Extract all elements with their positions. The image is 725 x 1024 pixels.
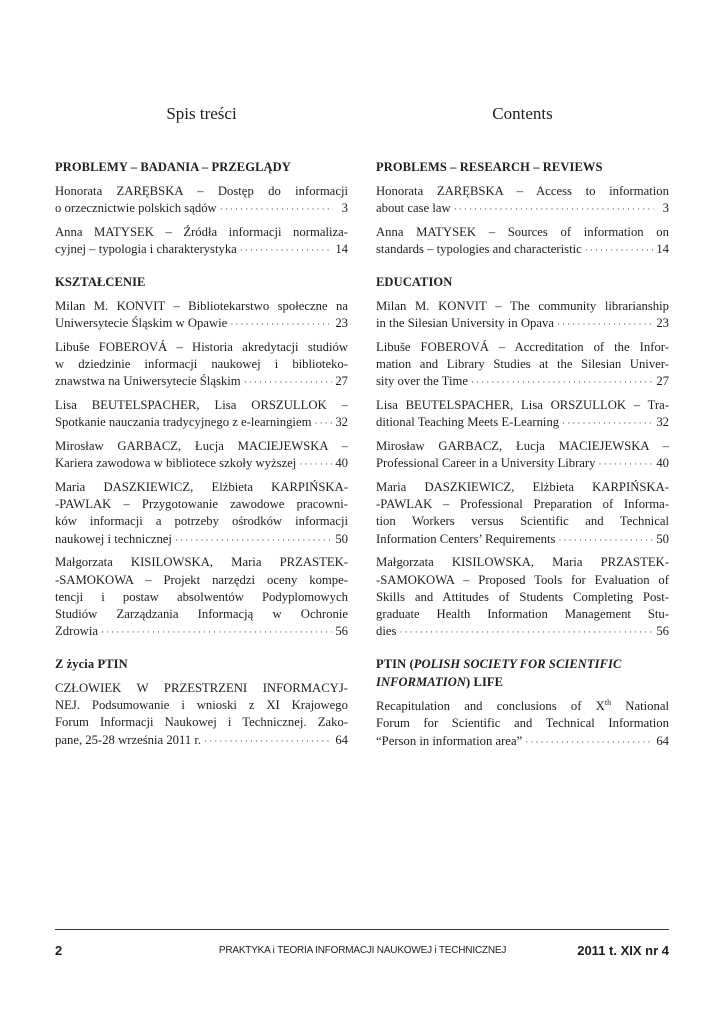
entry-line xyxy=(376,715,669,732)
dot-leader xyxy=(557,316,653,333)
entry-text: Zdrowia xyxy=(55,624,98,639)
entry-text: standards – typologies and characteristic xyxy=(376,241,582,256)
entry-text: tencji i postaw absolwentów Podyplomowych xyxy=(55,589,348,604)
dot-leader xyxy=(585,242,654,259)
dot-leader xyxy=(558,532,653,549)
entry-line xyxy=(376,554,669,571)
entry-text: Kariera zawodowa w bibliotece szkoły wyższej xyxy=(55,456,297,471)
toc-sections xyxy=(376,158,669,750)
dot-leader xyxy=(175,532,332,549)
dot-leader xyxy=(599,456,654,473)
entry-line xyxy=(376,572,669,589)
entry-line xyxy=(376,397,669,414)
dot-leader xyxy=(525,734,653,751)
entry-text: dies xyxy=(376,624,397,639)
entry-line xyxy=(376,438,669,455)
entry-text: graduate Health Information Management Stu- xyxy=(376,606,669,621)
toc-entry xyxy=(55,438,348,472)
entry-text: sity over the Time xyxy=(376,374,468,389)
entry-text-part: Recapitulation and conclusions of X xyxy=(376,699,605,714)
toc-entry xyxy=(55,680,348,749)
entry-line xyxy=(376,356,669,373)
entry-text: -PAWLAK – Professional Preparation of Informa- xyxy=(376,497,669,512)
section-heading: KSZTAŁCENIE xyxy=(55,275,146,290)
entry-text: -PAWLAK – Przygotowanie zawodowe pracowni- xyxy=(55,497,348,512)
entry-line xyxy=(55,697,348,714)
entry-line xyxy=(55,455,348,472)
entry-text: Libuše FOBEROVÁ – Accreditation of the Infor- xyxy=(376,339,669,354)
entry-line xyxy=(55,373,348,390)
entry-line xyxy=(55,572,348,589)
toc-entry xyxy=(376,298,669,332)
toc-entry xyxy=(55,183,348,217)
entry-text: naukowej i technicznej xyxy=(55,531,172,546)
entry-line xyxy=(55,397,348,414)
toc-entry xyxy=(55,224,348,258)
entry-text-part: “Person in information area” xyxy=(376,733,523,748)
entry-text: Milan M. KONVIT – The community librarianship xyxy=(376,298,669,313)
dot-leader xyxy=(101,624,332,641)
dot-leader xyxy=(244,374,333,391)
entry-text: Milan M. KONVIT – Bibliotekarstwo społeczne na xyxy=(55,298,348,313)
entry-text: Mirosław GARBACZ, Łucja MACIEJEWSKA – xyxy=(376,439,669,454)
entry-line xyxy=(55,200,348,217)
footer-issue: 2011 t. XIX nr 4 xyxy=(577,943,669,958)
dot-leader xyxy=(399,624,653,641)
toc-section xyxy=(376,655,669,750)
entry-line xyxy=(55,298,348,315)
page-number: 64 xyxy=(335,732,348,747)
entry-line xyxy=(55,479,348,496)
entry-line xyxy=(376,224,669,241)
toc-entry xyxy=(376,438,669,472)
entry-text: NEJ. Podsumowanie i wnioski z XI Krajowego xyxy=(55,698,348,713)
entry-text-part: Forum for Scientific and Technical Information xyxy=(376,716,669,731)
entry-text xyxy=(376,716,669,730)
section-heading-part: ) LIFE xyxy=(466,675,504,690)
entry-text: mation and Library Studies at the Silesian Univer- xyxy=(376,357,669,372)
entry-text xyxy=(376,733,522,750)
entry-line xyxy=(376,339,669,356)
entry-text: -SAMOKOWA – Projekt narzędzi oceny kompe- xyxy=(55,572,348,587)
entry-line xyxy=(376,241,669,258)
entry-line xyxy=(55,606,348,623)
dot-leader xyxy=(314,415,332,432)
section-heading: EDUCATION xyxy=(376,275,453,290)
entry-line xyxy=(55,714,348,731)
entry-text: Forum Informacji Naukowej i Technicznej. Zako- xyxy=(55,715,348,730)
entry-text: tion Workers versus Scientific and Technical xyxy=(376,514,669,529)
entry-line xyxy=(376,698,669,715)
toc-entry xyxy=(376,183,669,217)
toc-entry xyxy=(376,554,669,640)
toc-section xyxy=(55,655,348,749)
toc-column-english xyxy=(376,100,669,765)
entry-line xyxy=(55,531,348,548)
page-number: 32 xyxy=(335,415,348,430)
entry-text: Uniwersytecie Śląskim w Opawie xyxy=(55,316,228,331)
toc-entry xyxy=(376,698,669,750)
entry-text-part: National xyxy=(611,699,669,714)
toc-section xyxy=(376,273,669,640)
toc-section xyxy=(55,158,348,258)
page-number: 3 xyxy=(341,200,348,215)
page-number: 27 xyxy=(335,374,348,389)
dot-leader xyxy=(240,242,333,259)
entry-text: w dziedzinie informacji naukowej i biblioteko- xyxy=(55,357,348,372)
dot-leader xyxy=(230,316,332,333)
entry-text: Information Centers’ Requirements xyxy=(376,531,556,546)
section-heading xyxy=(376,655,669,691)
entry-line xyxy=(376,589,669,606)
entry-text: Małgorzata KISILOWSKA, Maria PRZASTEK- xyxy=(55,555,348,570)
toc-entry xyxy=(55,554,348,640)
toc-sections xyxy=(55,158,348,749)
toc-entry xyxy=(376,339,669,391)
entry-line xyxy=(376,496,669,513)
entry-line xyxy=(55,589,348,606)
entry-text: in the Silesian University in Opava xyxy=(376,316,554,331)
toc-section xyxy=(376,158,669,258)
entry-text: Anna MATYSEK – Sources of information on xyxy=(376,224,669,239)
entry-line xyxy=(376,200,669,217)
entry-text: Lisa BEUTELSPACHER, Lisa ORSZULLOK – Tra- xyxy=(376,398,669,413)
entry-text: ditional Teaching Meets E-Learning xyxy=(376,415,560,430)
entry-text: ków informacji a potrzeby ośrodków informacji xyxy=(55,514,348,529)
entry-line xyxy=(55,241,348,258)
entry-text: Maria DASZKIEWICZ, Elżbieta KARPIŃSKA- xyxy=(55,480,348,494)
entry-line xyxy=(376,315,669,332)
entry-line xyxy=(55,680,348,697)
entry-text: Spotkanie nauczania tradycyjnego z e-learningiem xyxy=(55,415,312,430)
entry-line xyxy=(55,339,348,356)
entry-text: Honorata ZARĘBSKA – Dostęp do informacji xyxy=(55,183,348,198)
entry-line xyxy=(376,623,669,640)
section-heading: PROBLEMY – BADANIA – PRZEGLĄDY xyxy=(55,160,291,174)
toc-entry xyxy=(376,479,669,548)
page-number: 14 xyxy=(335,241,348,256)
entry-line xyxy=(55,414,348,431)
column-title: Spis treści xyxy=(166,104,237,123)
footer-page-number: 2 xyxy=(55,943,63,958)
entry-text: pane, 25-28 września 2011 r. xyxy=(55,732,202,747)
entry-line xyxy=(55,438,348,455)
entry-text: Honorata ZARĘBSKA – Access to information xyxy=(376,183,669,198)
toc-entry xyxy=(376,397,669,431)
entry-line xyxy=(376,373,669,390)
toc-section xyxy=(55,273,348,640)
dot-leader xyxy=(471,374,653,391)
toc-entry xyxy=(376,224,669,258)
entry-text: Lisa BEUTELSPACHER, Lisa ORSZULLOK – xyxy=(55,398,348,413)
page-number: 64 xyxy=(656,733,669,748)
entry-text xyxy=(376,699,669,713)
dot-leader xyxy=(204,733,332,750)
superscript-text: th xyxy=(604,698,612,708)
page-number: 50 xyxy=(656,531,669,546)
page-number: 32 xyxy=(656,415,669,430)
page-number: 14 xyxy=(656,241,669,256)
entry-text: cyjnej – typologia i charakterystyka xyxy=(55,241,237,256)
footer-journal-title: PRAKTYKA i TEORIA INFORMACJI NAUKOWEJ i TECHNICZNEJ xyxy=(218,945,507,956)
page-number: 23 xyxy=(656,316,669,331)
page-number: 40 xyxy=(335,456,348,471)
entry-text: about case law xyxy=(376,200,451,215)
page-number: 40 xyxy=(656,456,669,471)
entry-line xyxy=(376,455,669,472)
entry-text: -SAMOKOWA – Proposed Tools for Evaluation of xyxy=(376,572,669,587)
entry-text: o orzecznictwie polskich sądów xyxy=(55,200,217,215)
entry-text: Mirosław GARBACZ, Łucja MACIEJEWSKA – xyxy=(55,439,348,454)
page-number: 3 xyxy=(662,200,669,215)
entry-line xyxy=(376,733,669,750)
page-number: 27 xyxy=(656,374,669,389)
entry-line xyxy=(55,183,348,200)
entry-line xyxy=(55,513,348,530)
entry-text: Professional Career in a University Library xyxy=(376,456,596,471)
section-heading: PROBLEMS – RESEARCH – REVIEWS xyxy=(376,160,603,174)
entry-line xyxy=(376,414,669,431)
entry-text: Studiów Zarządzania Informacją w Ochronie xyxy=(55,606,348,621)
entry-line xyxy=(55,315,348,332)
toc-entry xyxy=(55,339,348,391)
entry-text: CZŁOWIEK W PRZESTRZENI INFORMACYJ- xyxy=(55,681,348,696)
section-heading: Z życia PTIN xyxy=(55,657,128,672)
entry-line xyxy=(55,732,348,749)
entry-line xyxy=(55,224,348,241)
entry-line xyxy=(376,183,669,200)
toc-entry xyxy=(55,397,348,431)
entry-line xyxy=(376,606,669,623)
dot-leader xyxy=(220,201,333,218)
toc-column-polish xyxy=(55,100,348,764)
page-number: 23 xyxy=(335,316,348,331)
page-number: 50 xyxy=(335,531,348,546)
dot-leader xyxy=(299,456,332,473)
entry-text: Skills and Attitudes of Students Completing Post- xyxy=(376,589,669,604)
entry-line xyxy=(376,298,669,315)
entry-text: Maria DASZKIEWICZ, Elżbieta KARPIŃSKA- xyxy=(376,480,669,494)
column-title: Contents xyxy=(492,104,553,123)
entry-line xyxy=(55,356,348,373)
entry-line xyxy=(55,496,348,513)
entry-text: znawstwa na Uniwersytecie Śląskim xyxy=(55,374,241,389)
entry-line xyxy=(376,479,669,496)
entry-text: Libuše FOBEROVÁ – Historia akredytacji studiów xyxy=(55,339,348,354)
toc-entry xyxy=(55,479,348,548)
section-heading-part: POLISH SOCIETY FOR SCIENTIFIC INFORMATION xyxy=(376,657,622,690)
dot-leader xyxy=(562,415,653,432)
page-number: 56 xyxy=(335,624,348,639)
entry-text: Małgorzata KISILOWSKA, Maria PRZASTEK- xyxy=(376,555,669,570)
page-number: 56 xyxy=(656,624,669,639)
entry-line xyxy=(376,513,669,530)
section-heading-part: PTIN ( xyxy=(376,657,414,672)
footer-rule xyxy=(55,929,669,930)
entry-line xyxy=(55,623,348,640)
entry-text: Anna MATYSEK – Źródła informacji normaliza- xyxy=(55,224,348,239)
toc-entry xyxy=(55,298,348,332)
entry-line xyxy=(55,554,348,571)
entry-line xyxy=(376,531,669,548)
dot-leader xyxy=(454,201,654,218)
